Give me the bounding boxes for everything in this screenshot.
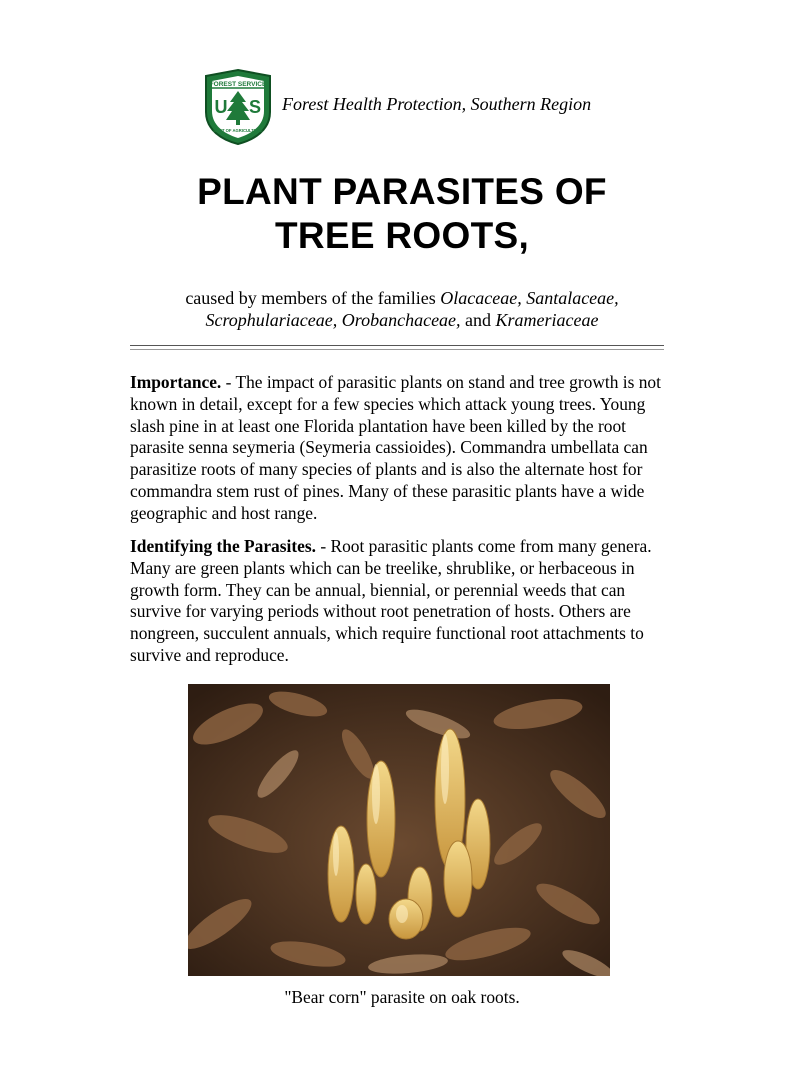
organization-name: Forest Health Protection, Southern Region	[282, 94, 592, 114]
subtitle-line-2	[0, 309, 804, 331]
title-line-1: PLANT PARASITES OF	[197, 171, 607, 212]
subtitle-line-1	[0, 287, 804, 309]
svg-text:S: S	[248, 97, 262, 117]
families-text-1: Olacaceae, Santalaceae,	[440, 288, 619, 308]
families-text-2: Scrophulariaceae, Orobanchaceae,	[205, 310, 466, 330]
importance-paragraph	[130, 372, 670, 525]
photo-caption: "Bear corn" parasite on oak roots.	[284, 987, 520, 1007]
divider	[130, 345, 664, 350]
importance-heading: Importance.	[130, 372, 222, 392]
bear-corn-photo	[188, 684, 610, 976]
svg-text:U: U	[214, 97, 228, 117]
importance-body: - The impact of parasitic plants on stand and tree growth is not known in detail, except for a few species which attack young trees. Young slash pine in at least one Florida plantation have been killed by the root parasite senna seymeria (Seymeria cassioides). Commandra umbellata can parasitize roots of many species of plants and is also the alternate host for commandra stem rust of pines. Many of these parasitic plants have a wide geographic and host range.	[130, 372, 661, 523]
header	[202, 68, 642, 148]
identifying-paragraph	[130, 536, 670, 667]
subtitle-and: and	[465, 310, 496, 330]
title-line-2: TREE ROOTS,	[274, 215, 530, 256]
forest-service-shield-icon	[202, 68, 274, 146]
identifying-body: - Root parasitic plants come from many genera. Many are green plants which can be treelike, shrublike, or herbaceous in growth form. They can be annual, biennial, or perennial weeds that can survive for varying periods without root penetration of hosts. Others are nongreen, succulent annuals, which require functional root attachments to survive and reproduce.	[130, 536, 652, 665]
subtitle-prefix: caused by members of the families	[185, 288, 441, 308]
identifying-heading: Identifying the Parasites.	[130, 536, 316, 556]
family-last: Krameriaceae	[495, 310, 599, 330]
subtitle	[0, 287, 804, 331]
svg-text:FOREST SERVICE: FOREST SERVICE	[209, 81, 267, 88]
svg-text:DEPT OF AGRICULTURE: DEPT OF AGRICULTURE	[213, 128, 263, 133]
page-title	[0, 170, 804, 258]
